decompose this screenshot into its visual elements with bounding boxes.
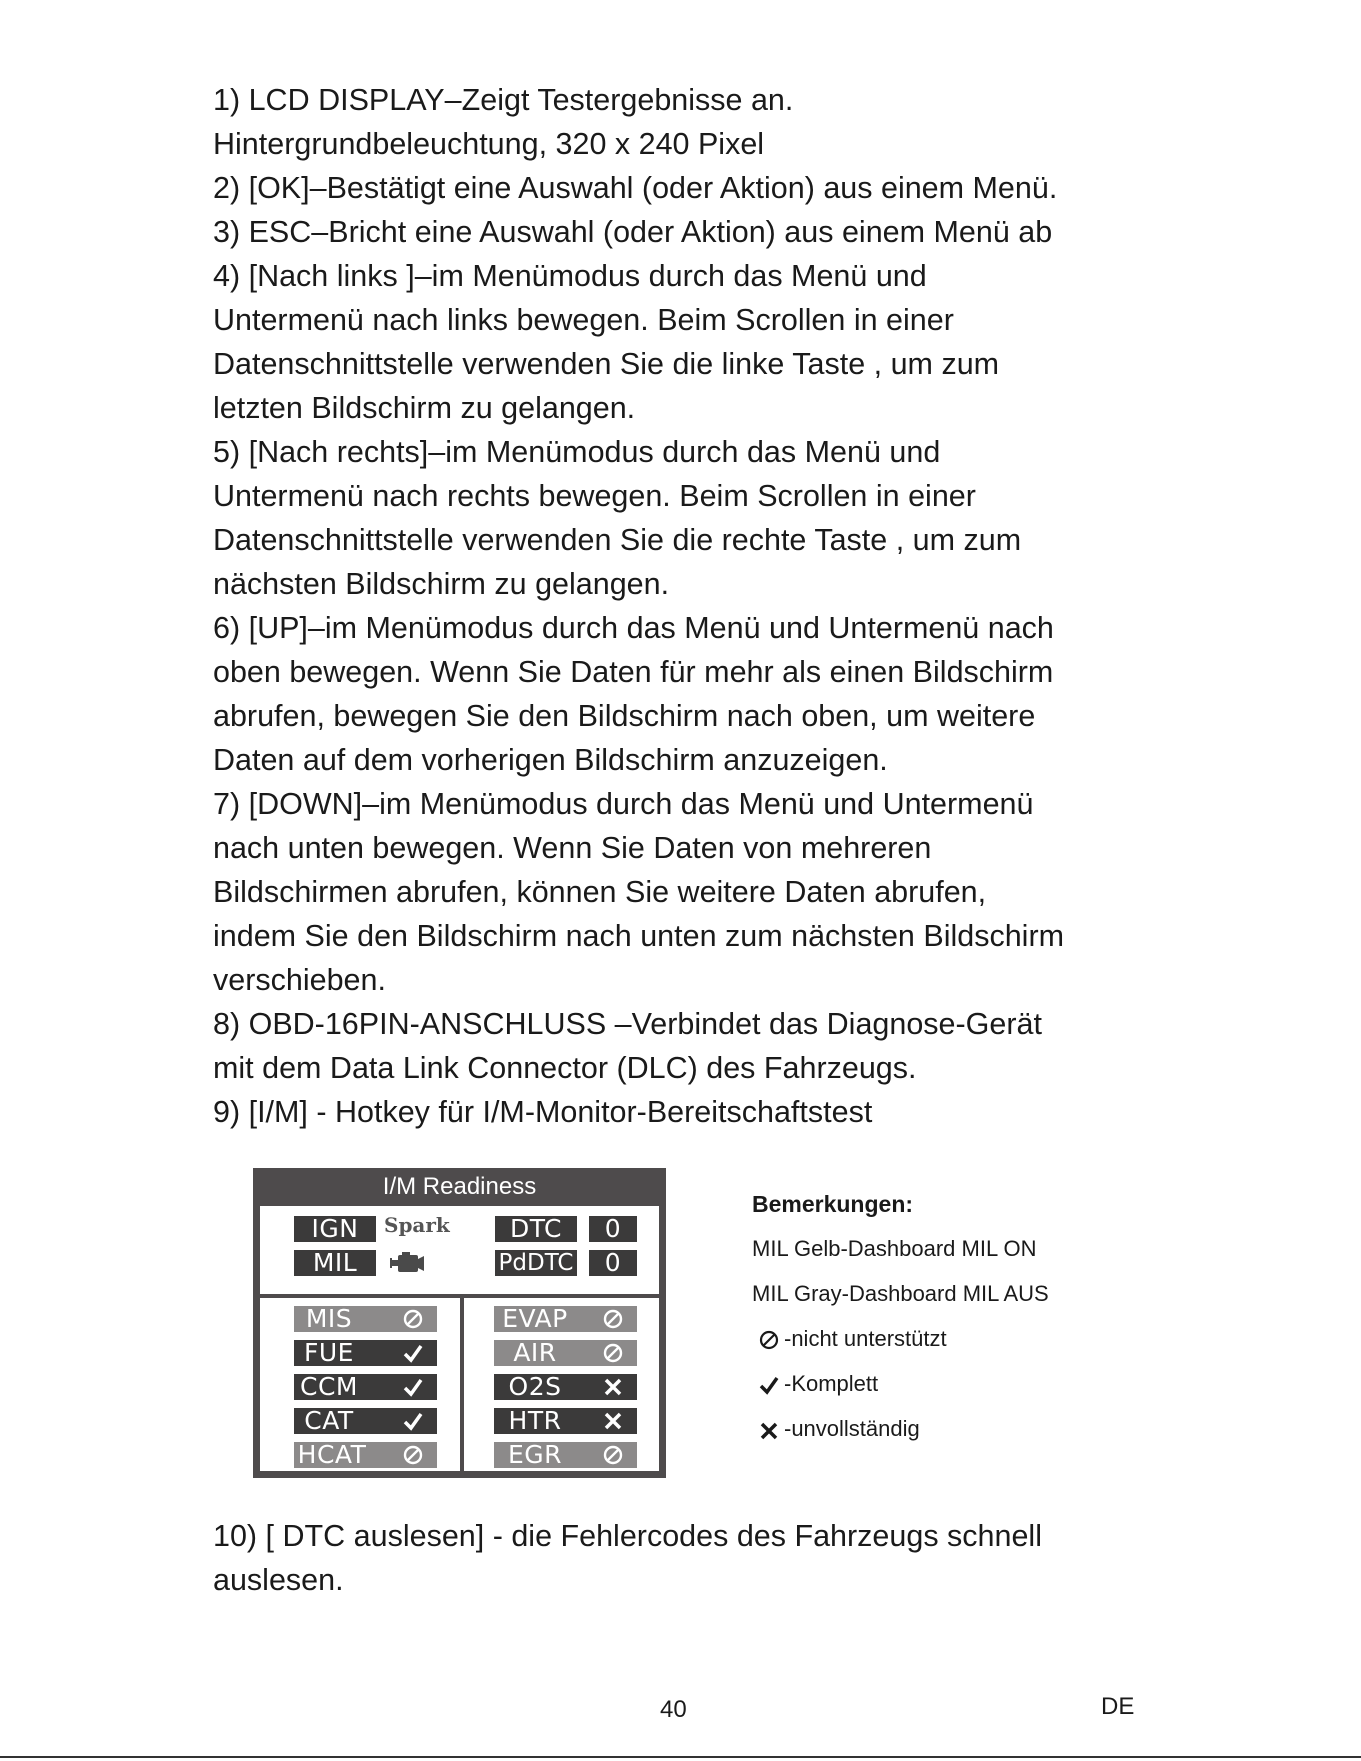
text-line: indem Sie den Bildschirm nach unten zum nächsten Bildschirm [213, 919, 1065, 953]
monitor-row [494, 1408, 637, 1434]
text-line: auslesen. [213, 1563, 344, 1597]
monitor-row [494, 1306, 637, 1332]
monitor-name: O2S [508, 1372, 562, 1401]
not-supported-icon [402, 1308, 424, 1330]
legend-item [752, 1316, 1172, 1361]
not-supported-icon [758, 1329, 780, 1351]
legend-text: -Komplett [784, 1371, 879, 1396]
text-line: Datenschnittstelle verwenden Sie die linke Taste , um zum [213, 347, 1000, 381]
monitor-list-left [260, 1298, 460, 1471]
monitor-row [494, 1340, 637, 1366]
remarks-title: Bemerkungen: [752, 1191, 914, 1217]
monitor-name: HCAT [297, 1440, 367, 1469]
im-status-panel [260, 1206, 659, 1294]
text-line: 9) [I/M] - Hotkey für I/M-Monitor-Bereitschaftstest [213, 1095, 873, 1129]
text-line: nächsten Bildschirm zu gelangen. [213, 567, 670, 601]
text-line: Untermenü nach links bewegen. Beim Scrollen in einer [213, 303, 954, 337]
pddtc-label: PdDTC [495, 1250, 577, 1276]
language-code: DE [1101, 1693, 1135, 1720]
remark-mil-off: MIL Gray-Dashboard MIL AUS [752, 1281, 1049, 1306]
monitor-list-right [464, 1298, 659, 1471]
monitor-row [494, 1442, 637, 1468]
cross-icon [602, 1410, 624, 1432]
im-screen-title: I/M Readiness [382, 1173, 537, 1200]
monitor-name: EVAP [502, 1304, 568, 1333]
instruction-text [213, 78, 1223, 1134]
monitor-name: CCM [300, 1372, 358, 1401]
text-line: abrufen, bewegen Sie den Bildschirm nach oben, um weitere [213, 699, 1036, 733]
monitor-name: EGR [507, 1440, 563, 1469]
monitor-row [294, 1340, 437, 1366]
check-icon [402, 1376, 424, 1398]
text-line: Hintergrundbeleuchtung, 320 x 240 Pixel [213, 127, 765, 161]
monitor-name: MIS [305, 1304, 353, 1333]
instruction-text-continued [213, 1514, 1223, 1602]
text-line: 7) [DOWN]–im Menümodus durch das Menü und Untermenü [213, 787, 1034, 821]
ign-label: IGN [294, 1216, 376, 1242]
spark-label: Spark [384, 1213, 450, 1237]
text-line: 10) [ DTC auslesen] - die Fehlercodes des Fahrzeugs schnell [213, 1519, 1042, 1553]
legend-text: -unvollständig [784, 1416, 920, 1441]
mil-label: MIL [294, 1250, 376, 1276]
monitor-row [294, 1408, 437, 1434]
monitor-name: AIR [513, 1338, 557, 1367]
text-line: 8) OBD-16PIN-ANSCHLUSS –Verbindet das Diagnose-Gerät [213, 1007, 1042, 1041]
monitor-name: FUE [304, 1338, 354, 1367]
cross-icon [602, 1376, 624, 1398]
engine-icon [390, 1250, 426, 1276]
not-supported-icon [602, 1444, 624, 1466]
cross-icon [758, 1419, 780, 1441]
text-line: Daten auf dem vorherigen Bildschirm anzuzeigen. [213, 743, 888, 777]
remarks-legend [752, 1182, 1172, 1451]
monitor-name: HTR [508, 1406, 562, 1435]
monitor-row [294, 1306, 437, 1332]
text-line: verschieben. [213, 963, 386, 997]
text-line: mit dem Data Link Connector (DLC) des Fahrzeugs. [213, 1051, 917, 1085]
page-number: 40 [660, 1696, 687, 1723]
check-icon [402, 1342, 424, 1364]
text-line: Bildschirmen abrufen, können Sie weitere Daten abrufen, [213, 875, 987, 909]
text-line: 1) LCD DISPLAY–Zeigt Testergebnisse an. [213, 83, 794, 117]
legend-item [752, 1361, 1172, 1406]
page-bottom-rule [0, 1756, 1361, 1758]
remark-mil-on: MIL Gelb-Dashboard MIL ON [752, 1236, 1037, 1261]
not-supported-icon [602, 1342, 624, 1364]
monitor-row [294, 1442, 437, 1468]
text-line: 4) [Nach links ]–im Menümodus durch das Menü und [213, 259, 927, 293]
monitor-row [294, 1374, 437, 1400]
text-line: 6) [UP]–im Menümodus durch das Menü und Untermenü nach [213, 611, 1054, 645]
monitor-row [494, 1374, 637, 1400]
pddtc-value: 0 [589, 1250, 637, 1276]
legend-text: -nicht unterstützt [784, 1326, 947, 1351]
monitor-name: CAT [304, 1406, 354, 1435]
text-line: 2) [OK]–Bestätigt eine Auswahl (oder Aktion) aus einem Menü. [213, 171, 1058, 205]
text-line: Datenschnittstelle verwenden Sie die rechte Taste , um zum [213, 523, 1022, 557]
not-supported-icon [602, 1308, 624, 1330]
text-line: letzten Bildschirm zu gelangen. [213, 391, 636, 425]
dtc-value: 0 [589, 1216, 637, 1242]
text-line: Untermenü nach rechts bewegen. Beim Scrollen in einer [213, 479, 976, 513]
check-icon [402, 1410, 424, 1432]
text-line: 5) [Nach rechts]–im Menümodus durch das Menü und [213, 435, 941, 469]
check-icon [758, 1374, 780, 1396]
text-line: 3) ESC–Bricht eine Auswahl (oder Aktion) aus einem Menü ab [213, 215, 1053, 249]
text-line: nach unten bewegen. Wenn Sie Daten von mehreren [213, 831, 932, 865]
not-supported-icon [402, 1444, 424, 1466]
legend-item [752, 1406, 1172, 1451]
text-line: oben bewegen. Wenn Sie Daten für mehr als einen Bildschirm [213, 655, 1054, 689]
im-readiness-screen [253, 1168, 666, 1478]
dtc-label: DTC [495, 1216, 577, 1242]
